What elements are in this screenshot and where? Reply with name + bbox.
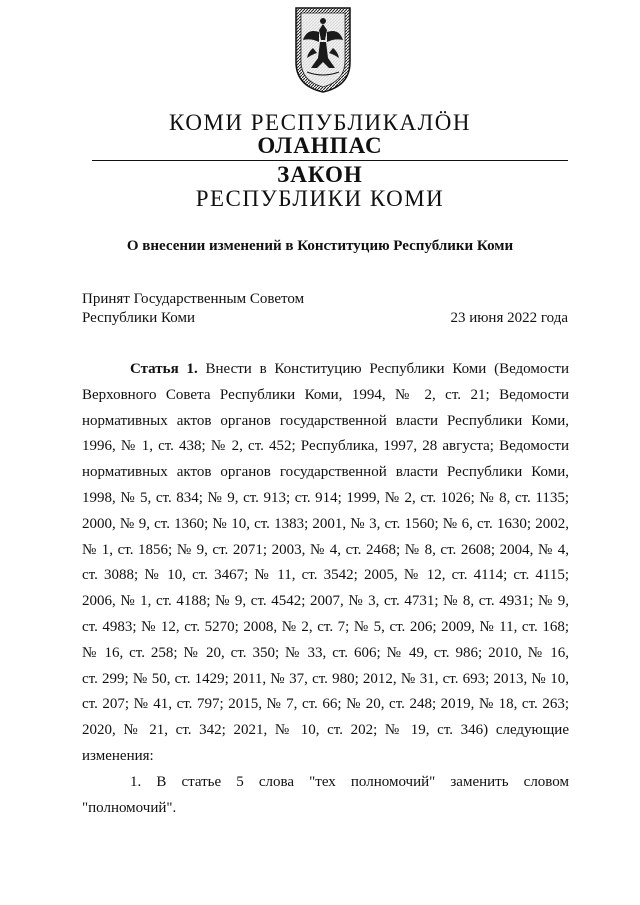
article-line: ст. 3088; № 10, ст. 3467; № 11, ст. 3542; 2005, № 12, ст. 4114; ст. 4115; — [82, 567, 569, 584]
article-line: Верховного Совета Республики Коми, 1994, № 2, ст. 21; Ведомости — [82, 386, 569, 403]
item-1-line2: "полномочий". — [82, 799, 177, 816]
article-line: нормативных актов органов государственной власти Республики Коми, — [82, 464, 569, 481]
article-1 — [82, 357, 569, 821]
article-line: 2000, № 9, ст. 1360; № 10, ст. 1383; 2001, № 3, ст. 1560; № 6, ст. 1630; 2002, — [82, 515, 569, 532]
article-line: 2020, № 21, ст. 342; 2021, № 10, ст. 202; № 19, ст. 346) следующие — [82, 722, 569, 739]
law-title: О внесении изменений в Конституцию Республики Коми — [126, 238, 514, 254]
header-komi-line2: ОЛАНПАС — [257, 133, 383, 158]
header-komi-line1: КОМИ РЕСПУБЛИКАЛÖН — [169, 110, 471, 135]
article-line: 2006, № 1, ст. 4188; № 9, ст. 4542; 2007, № 3, ст. 4731; № 8, ст. 4931; № 9, — [82, 593, 569, 610]
article-line — [82, 357, 569, 383]
article-line: 1998, № 5, ст. 834; № 9, ст. 913; ст. 914; 1999, № 2, ст. 1026; № 8, ст. 1135; — [82, 489, 569, 506]
article-line: изменения: — [82, 747, 154, 764]
coat-of-arms-icon — [293, 6, 353, 94]
adopted-line1: Принят Государственным Советом — [82, 291, 305, 307]
article-line: ст. 299; № 50, ст. 1429; 2011, № 37, ст. 980; 2012, № 31, ст. 693; 2013, № 10, — [82, 670, 569, 687]
article-line: нормативных актов органов государственной власти Республики Коми, — [82, 412, 569, 429]
article-line: 1996, № 1, ст. 438; № 2, ст. 452; Республика, 1997, 28 августа; Ведомости — [82, 438, 569, 455]
header-divider — [92, 160, 568, 161]
article-line: ст. 207; № 41, ст. 797; 2015, № 7, ст. 66; № 20, ст. 248; 2019, № 18, ст. 263; — [82, 696, 569, 713]
adopted-line2: Республики Коми — [82, 310, 195, 326]
article-line: № 1, ст. 1856; № 9, ст. 2071; 2003, № 4, ст. 2468; № 8, ст. 2608; 2004, № 4, — [82, 541, 569, 558]
article-label: Статья 1. — [130, 361, 198, 377]
header-ru-line1: ЗАКОН — [277, 162, 363, 187]
header-ru-line2: РЕСПУБЛИКИ КОМИ — [195, 186, 445, 211]
item-1-line1: 1. В статье 5 слова "тех полномочий" заменить словом — [130, 773, 569, 790]
adoption-date: 23 июня 2022 года — [450, 310, 568, 326]
article-line-text: Внести в Конституцию Республики Коми (Ведомости — [205, 361, 569, 377]
article-line: ст. 4983; № 12, ст. 5270; 2008, № 2, ст. 7; № 5, ст. 206; 2009, № 11, ст. 168; — [82, 618, 569, 635]
article-line: № 16, ст. 258; № 20, ст. 350; № 33, ст. 606; № 49, ст. 986; 2010, № 16, — [82, 644, 569, 661]
adoption-block — [82, 290, 304, 328]
